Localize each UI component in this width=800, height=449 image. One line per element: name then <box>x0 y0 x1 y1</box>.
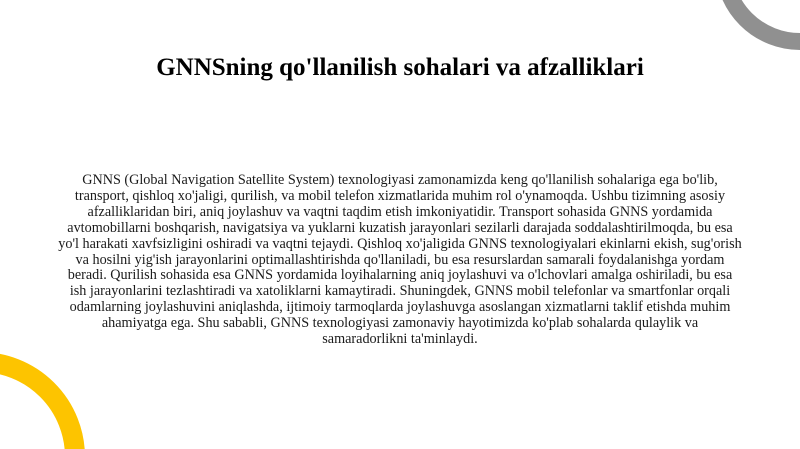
decorative-yellow-arc <box>0 352 85 449</box>
slide-body-text: GNNS (Global Navigation Satellite System) texnologiyasi zamonamizda keng qo'llanilish sohalariga ega bo'lib, transport, qishloq xo'jaligi, qurilish, va mobil telefon xizmatlarida muhim rol o'ynamoqda. Ushbu tizimning asosiy afzalliklaridan biri, aniq joylashuv va vaqtni taqdim etish imkoniyatidir. Transport sohasida GNNS yordamida avtomobillarni boshqarish, navigatsiya va yuklarni kuzatish jarayonlari sezilarli darajada soddalashtirilmoqda, bu esa yo'l harakati xavfsizligini oshiradi va vaqtni tejaydi. Qishloq xo'jaligida GNNS texnologiyalari ekinlarni ekish, sug'orish va hosilni yig'ish jarayonlarini optimallashtirishda qo'llaniladi, bu esa resurslardan samarali foydalanishga yordam beradi. Qurilish sohasida esa GNNS yordamida loyihalarning aniq joylashuvi va o'lchovlari amalga oshiriladi, bu esa ish jarayonlarini tezlashtiradi va xatoliklarni kamaytiradi. Shuningdek, GNNS mobil telefonlar va smartfonlar orqali odamlarning joylashuvini aniqlashda, ijtimoiy tarmoqlarda joylashuvga asoslangan xizmatlarni taklif etishda muhim ahamiyatga ega. Shu sababli, GNNS texnologiyasi zamonaviy hayotimizda ko'plab sohalarda qulaylik va samaradorlikni ta'minlaydi. <box>58 172 742 348</box>
slide-title: GNNSning qo'llanilish sohalari va afzalliklari <box>156 54 644 81</box>
decorative-gray-arc <box>715 0 800 50</box>
